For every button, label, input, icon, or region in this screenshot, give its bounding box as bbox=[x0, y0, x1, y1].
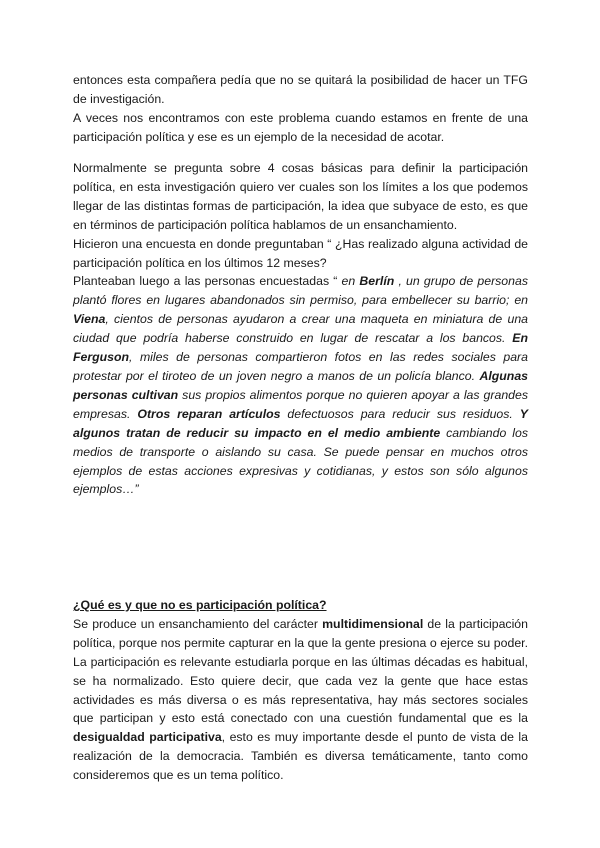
emphasis: Otros reparan artículos bbox=[137, 406, 281, 421]
text-run: Planteaban luego a las personas encuestadas “ bbox=[73, 274, 342, 289]
emphasis: Y algunos tratan de reducir su impacto en el medio ambiente bbox=[73, 406, 528, 440]
text-block-intro bbox=[73, 71, 528, 147]
emphasis: multidimensional bbox=[322, 616, 424, 631]
paragraph: A veces nos encontramos con este problema cuando estamos en frente de una participación política y ese es un ejemplo de la necesidad de acotar. bbox=[73, 110, 528, 144]
text-run: , esto es muy importante desde el punto de vista de la realización de la democracia. También es diversa temáticamente, tanto como consideremos que es un tema político. bbox=[73, 730, 528, 783]
paragraph bbox=[73, 615, 528, 785]
paragraph: Normalmente se pregunta sobre 4 cosas básicas para definir la participación política, en esta investigación quiero ver cuales son los límites a los que podemos llegar de las distintas formas de participación, la idea que subyace de esto, es que en términos de participación política hablamos de un ensanchamiento. bbox=[73, 161, 528, 232]
section-heading: ¿Qué es y que no es participación política? bbox=[73, 598, 327, 612]
text-run: , miles de personas compartieron fotos en las redes sociales para protestar por el tiroteo de un joven negro a manos de un policía blanco. bbox=[73, 350, 528, 383]
emphasis: Viena bbox=[73, 312, 106, 327]
emphasis: desigualdad participativa bbox=[73, 730, 222, 745]
text-run: , un grupo de personas plantó flores en lugares abandonados sin permiso, para embellecer su barrio; en bbox=[73, 274, 528, 308]
text-run: sus propios alimentos porque no quieren apoyar a las grandes empresas. bbox=[73, 387, 528, 421]
paragraph-examples bbox=[73, 272, 528, 499]
text-run: cambiando los medios de transporte o aislando su casa. Se puede pensar en muchos otros ejemplos de estas acciones expresivas y cotidianas, y estos son sólo algunos ejemplos…” bbox=[73, 425, 528, 497]
quote-run bbox=[73, 274, 528, 496]
text-block-section bbox=[73, 596, 528, 785]
text-run: Se produce un ensanchamiento del carácter bbox=[73, 616, 323, 631]
text-run: de la participación política, porque nos permite capturar en la que la gente presiona o ejerce su poder. La participación es relevante estudiarla porque en las últimas décadas es habitual, se ha normalizado. Esto quiere decir, que cada vez la gente que hace estas actividades es más diversa o es más representativa, hay más sectores sociales que participan y esto está conectado con una cuestión fundamental que es la bbox=[73, 616, 528, 726]
emphasis: Berlín bbox=[359, 274, 395, 289]
paragraph: entonces esta compañera pedía que no se quitará la posibilidad de hacer un TFG de investigación. bbox=[73, 73, 528, 106]
text-run: , cientos de personas ayudaron a crear una maqueta en miniatura de una ciudad que podría haberse construido en lugar de rescatar a los bancos. bbox=[73, 312, 528, 346]
paragraph: Hicieron una encuesta en donde preguntaban “ ¿Has realizado alguna actividad de participación política en los últimos 12 meses? bbox=[73, 236, 528, 270]
emphasis: En Ferguson bbox=[73, 331, 528, 365]
text-run: defectuosos para reducir sus residuos. bbox=[280, 406, 520, 421]
emphasis: Algunas personas cultivan bbox=[73, 368, 528, 402]
text-run: en bbox=[341, 274, 360, 289]
text-block-survey bbox=[73, 159, 528, 499]
